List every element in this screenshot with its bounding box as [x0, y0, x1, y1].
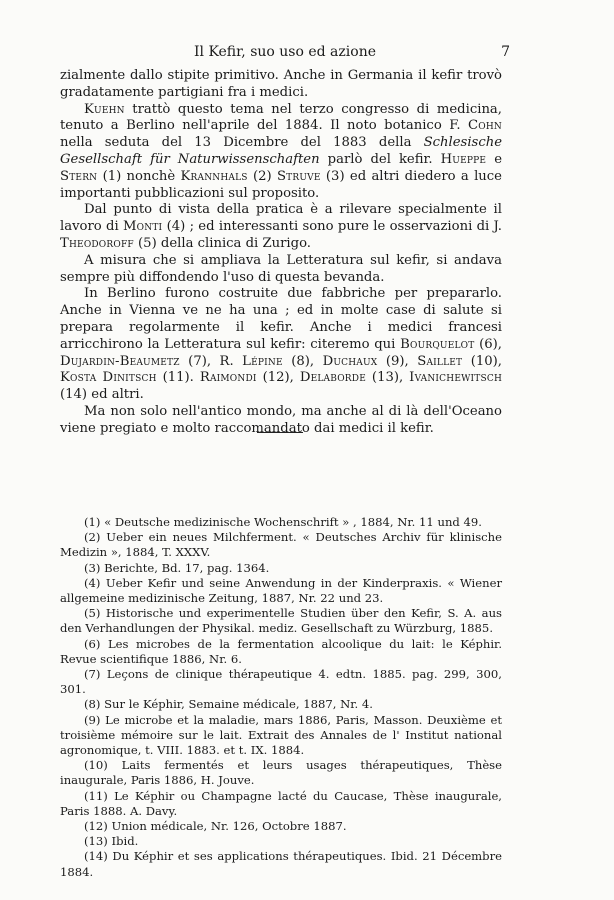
footnote-1: (1) « Deutsche medizinische Wochenschrift » , 1884, Nr. 11 und 49.: [84, 515, 482, 529]
footnotes: [60, 515, 502, 880]
author-cohn: Cohn: [468, 118, 502, 134]
author-hueppe: Hueppe: [440, 151, 487, 167]
author-stern: Stern: [60, 168, 98, 184]
page-number: 7: [501, 44, 510, 60]
footnote-4: (4) Ueber Kefir und seine Anwendung in der Kinderpraxis. « Wiener allgemeine medizinische Zeitung, 1887, Nr. 22 und 23.: [60, 575, 502, 606]
author-dujardin-beaumetz: Dujardin-Beaumetz: [60, 353, 180, 369]
paragraph-3: Dal punto di vista della pratica è a rilevare specialmente il lavoro di Monti (4) ; ed interessanti sono pure le osservazioni di J. Theodoroff (5) della clinica di Zurigo.: [60, 202, 502, 251]
footnote-5: (5) Historische und experimentelle Studien über den Kefir, S. A. aus den Verhandlungen der Physikal. mediz. Gesellschaft zu Würzburg, 1885.: [60, 606, 502, 636]
footnote-14: (14) Du Képhir et ses applications thérapeutiques. Ibid. 21 Décembre 1884.: [60, 849, 502, 879]
paragraph-6: Ma non solo nell'antico mondo, ma anche al di là dell'Oceano viene pregiato e molto raccomandato dai medici il kefir.: [60, 403, 502, 436]
author-duchaux: Duchaux: [322, 353, 378, 369]
author-lepine: Lépine: [242, 353, 283, 369]
author-monti: Monti: [122, 219, 163, 235]
footnote-13: (13) Ibid.: [84, 834, 139, 849]
author-raimondi: Raimondi: [199, 370, 257, 386]
journal-title: Schlesische Gesellschaft für Naturwissenschaften: [60, 135, 502, 167]
footnote-2: (2) Ueber ein neues Milchferment. « Deutsches Archiv für klinische Medizin », 1884, T. XXXV.: [60, 530, 502, 560]
author-theodoroff: Theodoroff: [60, 235, 134, 251]
section-divider: [257, 432, 303, 433]
footnote-11: (11) Le Képhir ou Champagne lacté du Caucase, Thèse inaugurale, Paris 1888. A. Davy.: [60, 788, 502, 818]
footnote-10: (10) Laits fermentés et leurs usages thérapeutiques, Thèse inaugurale, Paris 1886, H. Jouve.: [60, 758, 502, 788]
author-kuehn: Kuehn: [84, 101, 125, 117]
main-text: [60, 68, 502, 438]
running-header: [60, 44, 510, 64]
author-ivanichewitsch: Ivanichewitsch: [409, 370, 502, 386]
paragraph-2: Kuehn trattò questo tema nel terzo congresso di medicina, tenuto a Berlino nell'aprile del 1884. Il noto botanico F. Cohn nella seduta del 13 Dicembre del 1883 della Schlesische Gesellschaft für Naturwissenschaften parlò del kefir. Hueppe e Stern (1) nonchè Krannhals (2) Struve (3) ed altri diedero a luce importanti pubblicazioni sul proposito.: [60, 101, 502, 201]
footnote-12: (12) Union médicale, Nr. 126, Octobre 1887.: [84, 819, 347, 834]
footnote-3: (3) Berichte, Bd. 17, pag. 1364.: [84, 560, 270, 575]
author-struve: Struve: [276, 168, 321, 184]
footnote-7: (7) Leçons de clinique thérapeutique 4. edtn. 1885. pag. 299, 300, 301.: [60, 667, 502, 697]
paragraph-4: A misura che si ampliava la Letteratura sul kefir, si andava sempre più diffondendo l'uso di questa bevanda.: [60, 252, 502, 285]
author-saillet: Saillet: [417, 353, 463, 369]
footnote-6: (6) Les microbes de la fermentation alcoolique du lait: le Képhir. Revue scientifique 1886, Nr. 6.: [60, 636, 502, 666]
paragraph-1: zialmente dallo stipite primitivo. Anche in Germania il kefir trovò gradatamente partigiani fra i medici.: [60, 68, 502, 100]
footnote-9: (9) Le microbe et la maladie, mars 1886, Paris, Masson. Deuxième et troisième mémoire sur le lait. Extrait des Annales de l' Institut national agronomique, t. VIII. 1883. et t. IX. 1884.: [60, 712, 502, 758]
footnote-8: (8) Sur le Képhir, Semaine médicale, 1887, Nr. 4.: [84, 697, 373, 712]
running-title: Il Kefir, suo uso ed azione: [193, 44, 376, 60]
paragraph-5: In Berlino furono costruite due fabbriche per prepararlo. Anche in Vienna ve ne ha una ; ed in molte case di salute si prepara regolarmente il kefir. Anche i medici francesi arricchirono la Letteratura sul kefir: citeremo qui Bourquelot (6), Dujardin-Beaumetz (7), R. Lépine (8), Duchaux (9), Saillet (10), Kosta Dinitsch (11). Raimondi (12), Delaborde (13), Ivanichewitsch (14) ed altri.: [60, 286, 502, 403]
author-krannhals: Krannhals: [180, 168, 248, 184]
author-kosta-dinitsch: Kosta Dinitsch: [60, 370, 157, 386]
author-delaborde: Delaborde: [299, 370, 366, 386]
author-bourquelot: Bourquelot: [400, 336, 475, 352]
